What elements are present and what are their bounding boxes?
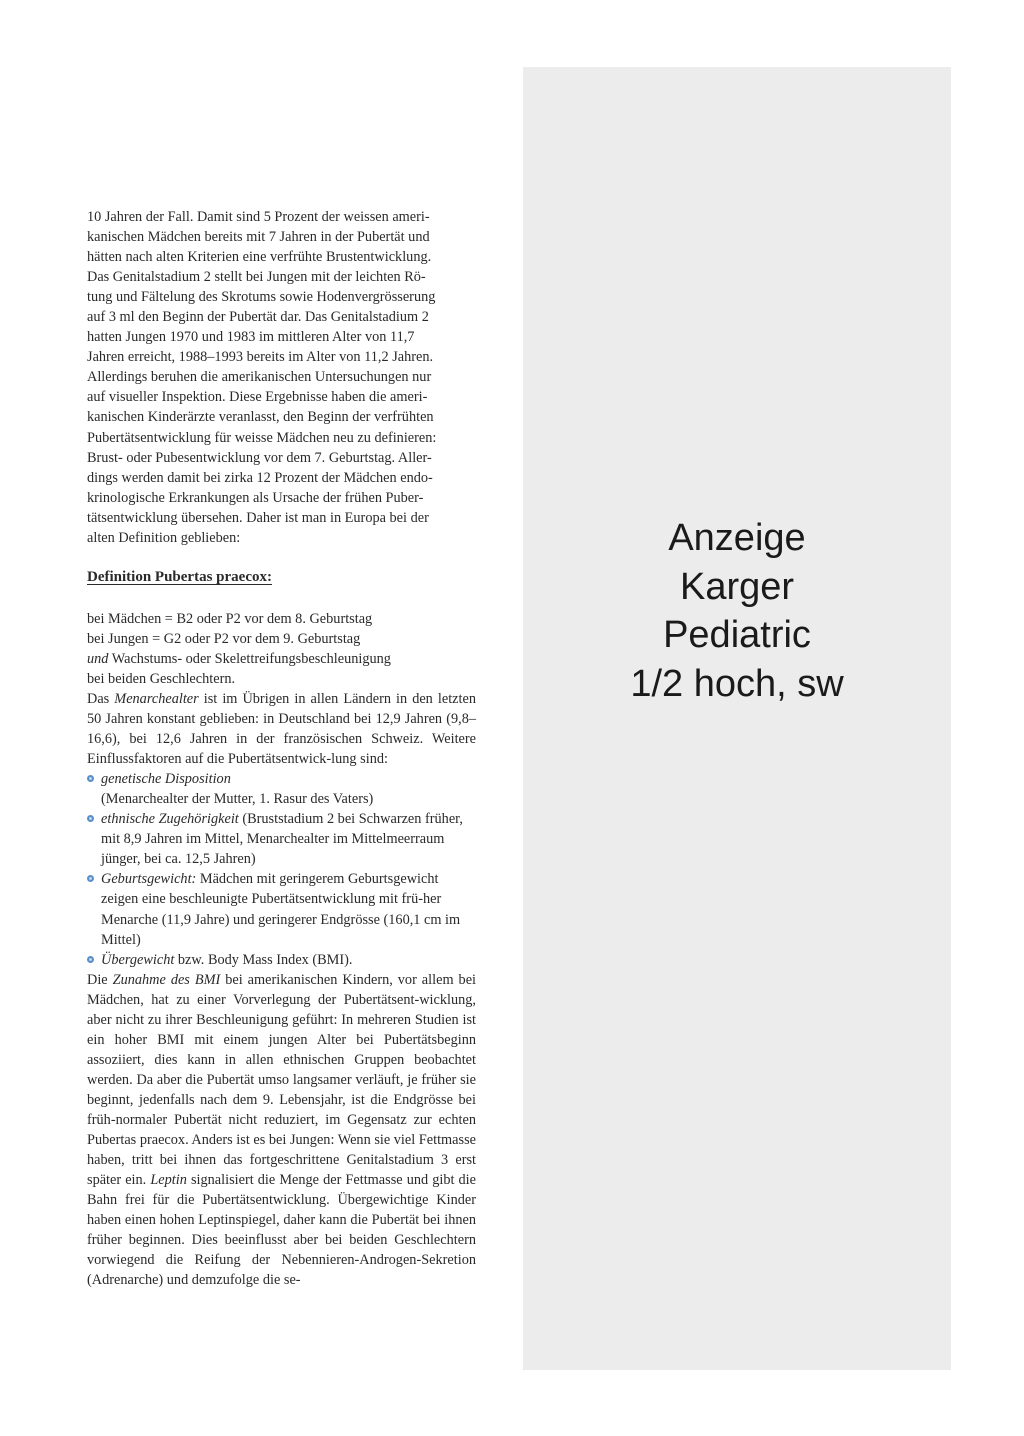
bullet-icon [87,815,94,822]
article-column [87,207,476,1290]
intro-paragraph [87,207,476,548]
intro-line: Das Genitalstadium 2 stellt bei Jungen mit der leichten Rö- [87,269,426,286]
menarche-term: Menarchealter [114,690,199,707]
intro-line: auf visueller Inspektion. Diese Ergebnisse haben die ameri- [87,389,428,406]
ad-line: 1/2 hoch, sw [630,662,844,705]
bullet-icon [87,956,94,963]
factor-term: Geburtsgewicht: [101,871,197,888]
definition-acceleration [87,649,476,669]
intro-line: Pubertätsentwicklung für weisse Mädchen neu zu definieren: [87,429,437,446]
list-item [87,769,476,809]
factor-text: (Bruststadium 2 bei Schwarzen früher, mit 8,9 Jahren im Mittel, Menarchealter im Mittelmeerraum jünger, bei ca. 12,5 Jahren) [101,811,463,868]
definition-girls: bei Mädchen = B2 oder P2 vor dem 8. Geburtstag [87,610,373,627]
intro-line: dings werden damit bei zirka 12 Prozent der Mädchen endo- [87,469,433,486]
list-item [87,869,476,949]
definition-both-sexes: bei beiden Geschlechtern. [87,670,236,687]
bmi-paragraph [87,970,476,1291]
advertisement-label [523,514,951,708]
menarche-prefix: Das [87,690,115,707]
intro-line: Brust- oder Pubesentwicklung vor dem 7. Geburtstag. Aller- [87,449,432,466]
list-item [87,809,476,869]
intro-line: kanischen Mädchen bereits mit 7 Jahren in der Pubertät und [87,229,430,246]
factor-text: (Menarchealter der Mutter, 1. Rasur des Vaters) [101,791,374,808]
intro-line: auf 3 ml den Beginn der Pubertät dar. Das Genitalstadium 2 [87,309,429,326]
intro-line: Jahren erreicht, 1988–1993 bereits im Alter von 11,2 Jahren. [87,349,434,366]
leptin-term: Leptin [150,1172,187,1189]
list-item [87,950,476,970]
intro-line: Allerdings beruhen die amerikanischen Untersuchungen nur [87,369,432,386]
bullet-icon [87,775,94,782]
factor-text: Mädchen mit geringerem Geburtsgewicht zeigen eine beschleunigte Pubertätsentwicklung mit frü-her Menarche (11,9 Jahre) und geringerer Endgrösse (160,1 cm im Mittel) [101,871,461,948]
definition-boys: bei Jungen = G2 oder P2 vor dem 9. Geburtstag [87,630,361,647]
factor-term: genetische Disposition [101,771,231,788]
and-word: und [87,650,109,667]
leptin-text: signalisiert die Menge der Fettmasse und gibt die Bahn frei für die Pubertätsentwicklung. Übergewichtige Kinder haben einen hohen Leptinspiegel, daher kann die Pubertät bei ihnen früher beginnen. Dies beeinflusst aber bei beiden Geschlechtern vorwiegend die Reifung der Nebennieren-Androgen-Sekretion (Adrenarche) und demzufolge die se- [87,1172,477,1289]
advertisement-placeholder [523,67,951,1370]
menarche-paragraph [87,689,476,769]
definition-heading: Definition Pubertas praecox: [87,568,272,585]
ad-line: Karger [679,565,795,608]
factor-list [87,769,476,969]
intro-line: tung und Fältelung des Skrotums sowie Hodenvergrösserung [87,289,436,306]
bmi-prefix: Die [87,971,113,988]
intro-line: 10 Jahren der Fall. Damit sind 5 Prozent der weissen ameri- [87,209,430,225]
intro-line: tätsentwicklung übersehen. Daher ist man in Europa bei der [87,509,429,526]
factor-term: Übergewicht [101,951,175,968]
ad-line: Pediatric [663,614,811,656]
bmi-text: bei amerikanischen Kindern, vor allem bei Mädchen, hat zu einer Vorverlegung der Pubertätsent-wicklung, aber nicht zu ihrer Beschleunigung geführt: In mehreren Studien ist ein hoher BMI mit einem jungen Alter bei Pubertätsbeginn assoziiert, dies kann in allen ethnischen Gruppen beobachtet werden. Da aber die Pubertät umso langsamer verläuft, je früher sie beginnt, jedenfalls nach dem 9. Lebensjahr, ist die Endgrösse bei früh-normaler Pubertät nicht reduziert, im Gegensatz zur echten Pubertas praecox. Anders ist es bei Jungen: Wenn sie viel Fettmasse haben, tritt bei ihnen das fortgeschrittene Genitalstadium 3 erst später ein. [87,971,477,1189]
factor-term: ethnische Zugehörigkeit [101,811,239,828]
intro-line: hätten nach alten Kriterien eine verfrühte Brustentwicklung. [87,249,432,266]
bullet-icon [87,875,94,882]
intro-line: hatten Jungen 1970 und 1983 im mittleren Alter von 11,7 [87,329,415,346]
ad-line: Anzeige [668,517,806,559]
bmi-term: Zunahme des BMI [112,971,221,988]
intro-line: alten Definition geblieben: [87,529,241,546]
intro-line: krinologische Erkrankungen als Ursache der frühen Puber- [87,489,424,506]
intro-line: kanischen Kinderärzte veranlasst, den Beginn der verfrühten [87,409,434,426]
menarche-text: ist im Übrigen in allen Ländern in den letzten 50 Jahren konstant geblieben: in Deutschland bei 12,9 Jahren (9,8–16,6), bei 12,6 Jahren in der französischen Schweiz. Weitere Einflussfaktoren auf die Pubertätsentwick-lung sind: [87,690,476,768]
factor-text: bzw. Body Mass Index (BMI). [174,951,353,968]
acceleration-text: Wachstums- oder Skelettreifungsbeschleunigung [108,650,391,667]
